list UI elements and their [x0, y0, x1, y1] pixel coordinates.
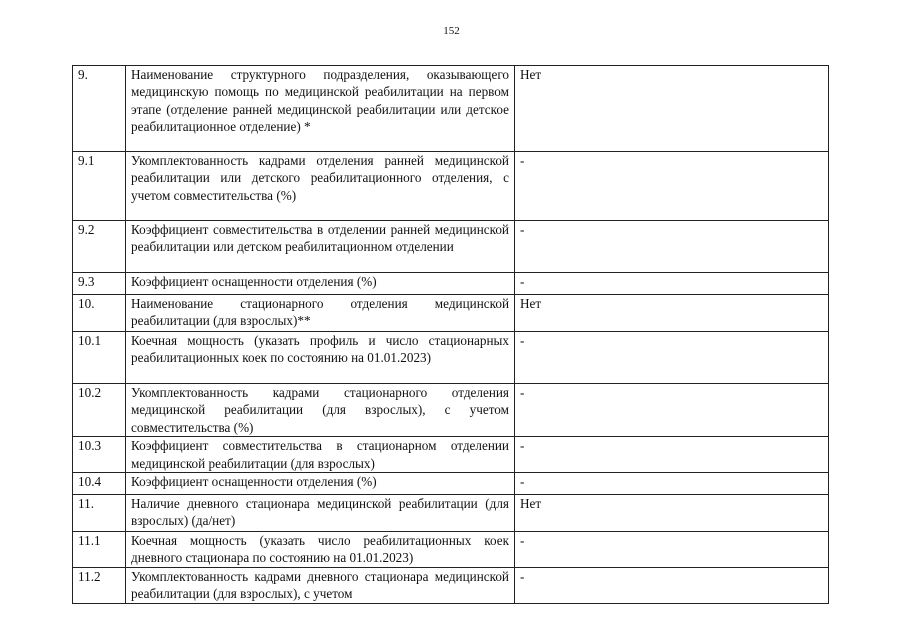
row-description: Укомплектованность кадрами дневного стационара медицинской реабилитации (для взрослых), с учетом: [126, 567, 515, 603]
row-value: Нет: [515, 295, 829, 332]
table-row: [73, 495, 829, 532]
row-value: -: [515, 532, 829, 568]
row-number: 9.3: [73, 273, 126, 295]
table-row: [73, 532, 829, 568]
row-description: Коечная мощность (указать число реабилитационных коек дневного стационара по состоянию на 01.01.2023): [126, 532, 515, 568]
row-number: 10.3: [73, 437, 126, 473]
row-description: Коэффициент оснащенности отделения (%): [126, 473, 515, 495]
row-value: -: [515, 437, 829, 473]
row-description: Укомплектованность кадрами отделения ранней медицинской реабилитации или детского реабилитационного отделения, с учетом совместительства (%): [126, 152, 515, 221]
row-value: -: [515, 273, 829, 295]
row-number: 9.: [73, 66, 126, 152]
table-row: [73, 567, 829, 603]
row-description: Укомплектованность кадрами стационарного отделения медицинской реабилитации (для взрослых), с учетом совместительства (%): [126, 384, 515, 437]
row-value: -: [515, 567, 829, 603]
row-description: Наименование стационарного отделения медицинской реабилитации (для взрослых)**: [126, 295, 515, 332]
row-value: -: [515, 332, 829, 384]
row-description: Коэффициент оснащенности отделения (%): [126, 273, 515, 295]
row-value: Нет: [515, 66, 829, 152]
table-row: [73, 295, 829, 332]
row-value: -: [515, 221, 829, 273]
indicators-table: [72, 65, 829, 604]
row-number: 11.: [73, 495, 126, 532]
table-row: [73, 384, 829, 437]
row-description: Наличие дневного стационара медицинской реабилитации (для взрослых) (да/нет): [126, 495, 515, 532]
table-row: [73, 66, 829, 152]
row-description: Коэффициент совместительства в отделении ранней медицинской реабилитации или детском реабилитационном отделении: [126, 221, 515, 273]
row-number: 11.1: [73, 532, 126, 568]
row-value: -: [515, 473, 829, 495]
table-row: [73, 437, 829, 473]
row-description: Наименование структурного подразделения, оказывающего медицинскую помощь по медицинской реабилитации на первом этапе (отделение ранней медицинской реабилитации или детское реабилитационное отделение) *: [126, 66, 515, 152]
row-number: 10.: [73, 295, 126, 332]
row-value: -: [515, 384, 829, 437]
row-number: 9.2: [73, 221, 126, 273]
table-row: [73, 221, 829, 273]
table-row: [73, 152, 829, 221]
row-description: Коечная мощность (указать профиль и число стационарных реабилитационных коек по состоянию на 01.01.2023): [126, 332, 515, 384]
row-value: Нет: [515, 495, 829, 532]
page-number: 152: [443, 25, 460, 37]
row-description: Коэффициент совместительства в стационарном отделении медицинской реабилитации (для взрослых): [126, 437, 515, 473]
table-row: [73, 332, 829, 384]
row-number: 10.1: [73, 332, 126, 384]
row-number: 11.2: [73, 567, 126, 603]
row-number: 10.4: [73, 473, 126, 495]
row-number: 10.2: [73, 384, 126, 437]
table-row: [73, 473, 829, 495]
row-value: -: [515, 152, 829, 221]
table-row: [73, 273, 829, 295]
row-number: 9.1: [73, 152, 126, 221]
